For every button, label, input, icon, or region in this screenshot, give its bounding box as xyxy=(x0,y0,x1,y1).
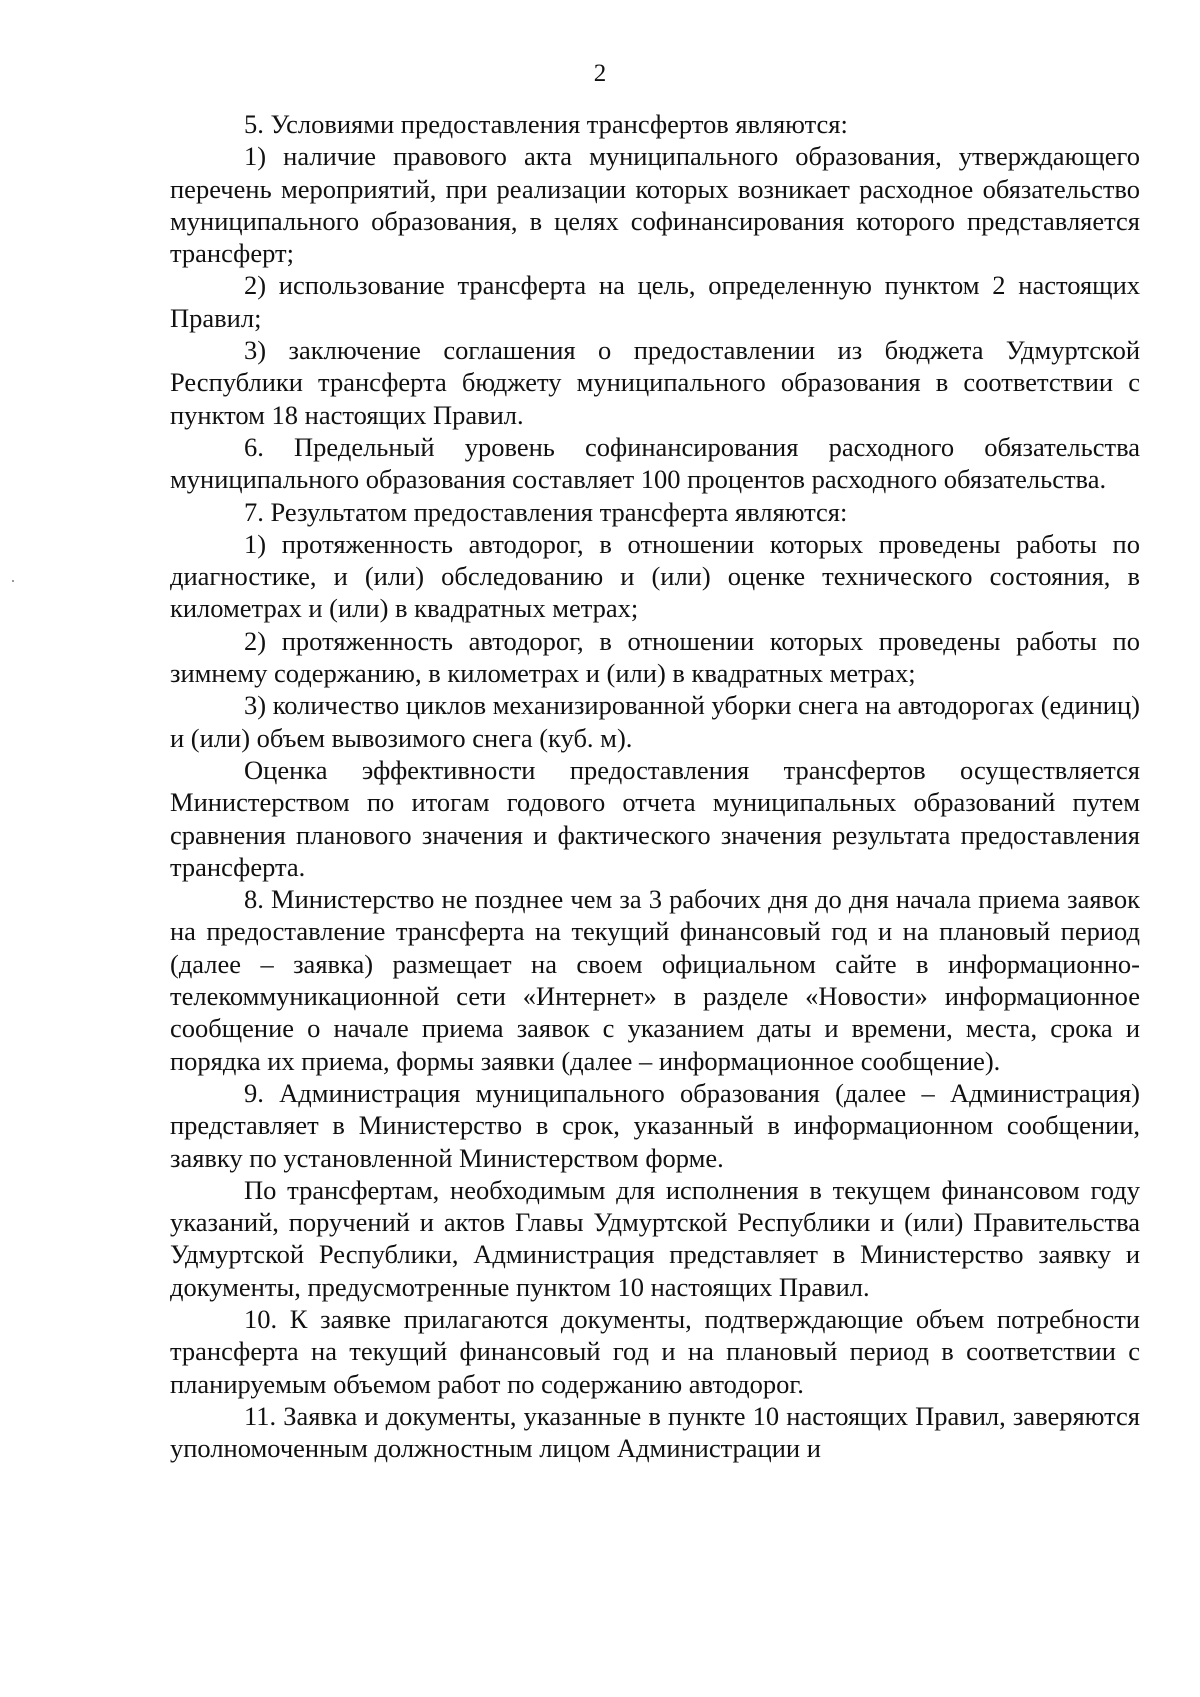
paragraph-7-evaluation: Оценка эффективности предоставления трансфертов осуществляется Министерством по итогам годового отчета муниципальных образований путем сравнения планового значения и фактического значения результата предоставления трансферта. xyxy=(170,754,1140,882)
paragraph-5-item-1: 1) наличие правового акта муниципального образования, утверждающего перечень мероприятий, при реализации которых возникает расходное обязательство муниципального образования, в целях софинансирования которого представляется трансферт; xyxy=(170,141,1140,269)
paragraph-9-transfers: По трансфертам, необходимым для исполнения в текущем финансовом году указаний, поручений и актов Главы Удмуртской Республики и (или) Правительства Удмуртской Республики, Администрация представляет в Министерство заявку и документы, предусмотренные пунктом 10 настоящих Правил. xyxy=(170,1174,1140,1302)
paragraph-10: 10. К заявке прилагаются документы, подтверждающие объем потребности трансферта на текущий финансовый год и на плановый период в соответствии с планируемым объемом работ по содержанию автодорог. xyxy=(170,1303,1140,1399)
paragraph-6: 6. Предельный уровень софинансирования расходного обязательства муниципального образования составляет 100 процентов расходного обязательства. xyxy=(170,431,1140,495)
scan-dot xyxy=(12,580,14,582)
paragraph-5: 5. Условиями предоставления трансфертов являются: xyxy=(244,109,848,139)
paragraph-11: 11. Заявка и документы, указанные в пункте 10 настоящих Правил, заверяются уполномоченным должностным лицом Администрации и xyxy=(170,1400,1140,1464)
paragraph-7-item-2: 2) протяженность автодорог, в отношении которых проведены работы по зимнему содержанию, в километрах и (или) в квадратных метрах; xyxy=(170,625,1140,689)
paragraph-7: 7. Результатом предоставления трансферта являются: xyxy=(244,496,848,527)
page-number: 2 xyxy=(593,60,607,87)
paragraph-7-item-3: 3) количество циклов механизированной уборки снега на автодорогах (единиц) и (или) объем вывозимого снега (куб. м). xyxy=(170,690,1140,753)
paragraph-5-item-2: 2) использование трансферта на цель, определенную пунктом 2 настоящих Правил; xyxy=(170,270,1140,333)
paragraph-9: 9. Администрация муниципального образования (далее – Администрация) представляет в Министерство в срок, указанный в информационном сообщении, заявку по установленной Министерством форме. xyxy=(170,1077,1140,1173)
paragraph-7-item-1: 1) протяженность автодорог, в отношении которых проведены работы по диагностике, и (или) обследованию и (или) оценке технического состояния, в километрах и (или) в квадратных метрах; xyxy=(170,528,1140,624)
paragraph-5-item-3: 3) заключение соглашения о предоставлении из бюджета Удмуртской Республики трансферта бюджету муниципального образования в соответствии с пунктом 18 настоящих Правил. xyxy=(170,335,1140,430)
document-body xyxy=(170,108,1140,1464)
paragraph-8: 8. Министерство не позднее чем за 3 рабочих дня до дня начала приема заявок на предоставление трансферта на текущий финансовый год и на плановый период (далее – заявка) размещает на своем официальном сайте в информационно-телекоммуникационной сети «Интернет» в разделе «Новости» информационное сообщение о начале приема заявок с указанием даты и времени, места, срока и порядка их приема, формы заявки (далее – информационное сообщение). xyxy=(170,884,1140,1076)
